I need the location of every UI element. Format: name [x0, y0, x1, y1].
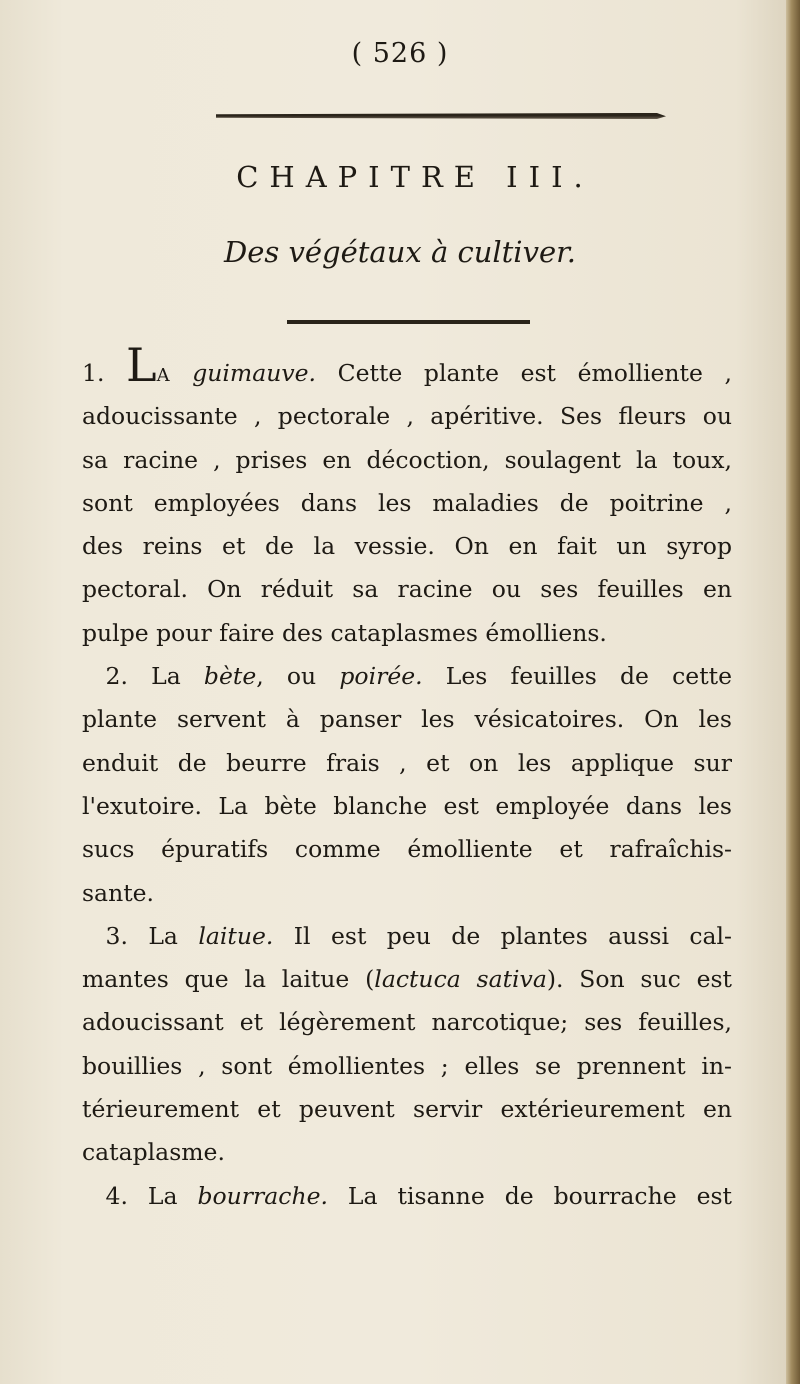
- text-line: plante servent à panser les vésicatoires. On les: [82, 705, 732, 734]
- chapter-heading: CHAPITRE III.: [236, 160, 594, 194]
- text-line: sont employées dans les maladies de poitrine ,: [82, 488, 732, 517]
- text-line: adoucissante , pectorale , apéritive. Ses fleurs ou: [82, 402, 732, 431]
- text-line: sante.: [82, 878, 155, 907]
- text-line: sucs épuratifs comme émolliente et rafraîchis-: [82, 835, 732, 864]
- text-line: des reins et de la vessie. On en fait un syrop: [82, 532, 732, 561]
- page-number: ( 526 ): [351, 38, 449, 69]
- top-rule: [216, 113, 666, 119]
- text-line: pulpe pour faire des cataplasmes émolliens.: [82, 618, 607, 647]
- text-line: pectoral. On réduit sa racine ou ses feuilles en: [82, 575, 732, 604]
- chapter-subtitle: Des végétaux à cultiver.: [223, 235, 577, 269]
- text-line: sa racine , prises en décoction, soulagent la toux,: [82, 445, 732, 474]
- drop-cap: L: [126, 338, 157, 392]
- text-line: 3. La laitue. Il est peu de plantes aussi cal-: [105, 921, 732, 950]
- section-rule: [287, 320, 530, 324]
- text-line: 1. LA guimauve. Cette plante est émolliente ,: [82, 338, 732, 392]
- text-line: l'exutoire. La bète blanche est employée dans les: [82, 791, 732, 820]
- text-line: térieurement et peuvent servir extérieurement en: [82, 1095, 732, 1124]
- text-line: bouillies , sont émollientes ; elles se prennent in-: [82, 1051, 732, 1080]
- page-edge: [786, 0, 800, 1384]
- body-text: [82, 338, 732, 1218]
- text-line: cataplasme.: [82, 1138, 225, 1167]
- text-line: enduit de beurre frais , et on les applique sur: [82, 748, 732, 777]
- text-line: adoucissant et légèrement narcotique; ses feuilles,: [82, 1008, 732, 1037]
- text-line: 4. La bourrache. La tisanne de bourrache est: [105, 1181, 732, 1210]
- text-line: 2. La bète, ou poirée. Les feuilles de cette: [105, 662, 732, 691]
- text-line: mantes que la laitue (lactuca sativa). Son suc est: [82, 965, 732, 994]
